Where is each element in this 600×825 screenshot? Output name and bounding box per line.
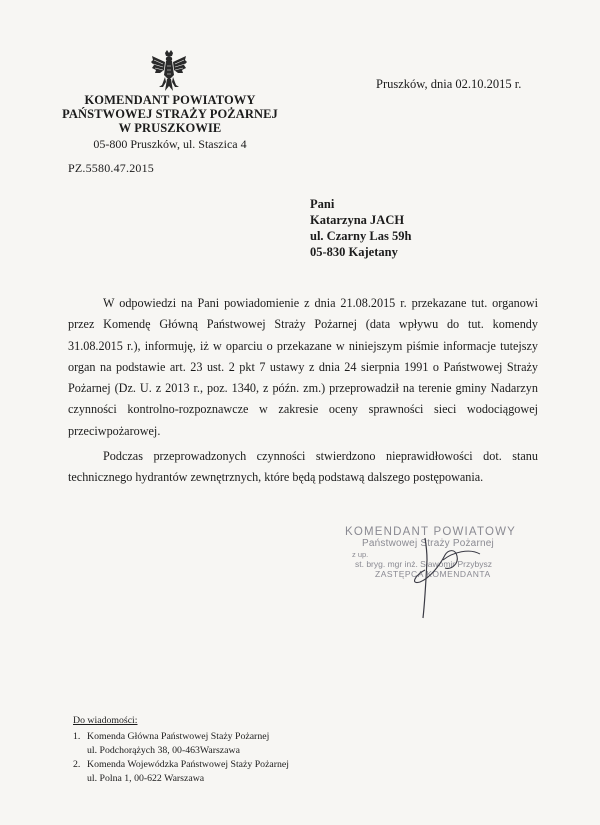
carbon-copy-list bbox=[73, 714, 289, 786]
reference-number: PZ.5580.47.2015 bbox=[68, 161, 155, 175]
recipient-salutation: Pani bbox=[310, 197, 335, 211]
body-paragraph: Podczas przeprowadzonych czynności stwierdzono nieprawidłowości dot. stanu technicznego hydrantów zewnętrznych, które będą podstawą dalszego postępowania. bbox=[68, 449, 538, 485]
issuer-address: 05-800 Pruszków, ul. Staszica 4 bbox=[93, 137, 247, 151]
cc-item-name: Komenda Wojewódzka Państwowej Staży Pożarnej bbox=[87, 759, 289, 770]
stamp-title: KOMENDANT POWIATOWY bbox=[345, 526, 517, 538]
issuer-name-line-1: KOMENDANT POWIATOWY bbox=[84, 93, 256, 107]
issuer-block bbox=[60, 93, 280, 152]
stamp-signatory-role: ZASTĘPCA KOMENDANTA bbox=[375, 569, 491, 579]
list-item bbox=[73, 730, 289, 758]
cc-item-address: ul. Polna 1, 00-622 Warszawa bbox=[87, 773, 205, 784]
stamp-subtitle: Państwowej Straży Pożarnej bbox=[362, 538, 494, 549]
issuer-name-line-3: W PRUSZKOWIE bbox=[118, 121, 222, 135]
stamp-on-behalf: z up. bbox=[352, 550, 369, 559]
polish-eagle-emblem-icon bbox=[150, 50, 188, 92]
body-paragraph: W odpowiedzi na Pani powiadomienie z dnia 21.08.2015 r. przekazane tut. organowi przez Komendę Główną Państwowej Straży Pożarnej (data wpływu do tut. komendy 31.08.2015 r.), informuję, iż w oparciu o przekazane w niniejszym piśmie informacje tutejszy organ na podstawie art. 23 ust. 2 pkt 7 ustawy z dnia 24 sierpnia 1991 o Państwowej Straży Pożarnej (Dz. U. z 2013 r., poz. 1340, z późn. zm.) przeprowadził na terenie gminy Nadarzyn czynności kontrolno-rozpoznawcze w zakresie oceny sprawności sieci wodociągowej przeciwpożarowej. bbox=[68, 296, 538, 438]
recipient-block bbox=[310, 196, 411, 260]
handwritten-signature-icon bbox=[385, 530, 505, 620]
issuer-name-line-2: PAŃSTWOWEJ STRAŻY POŻARNEJ bbox=[62, 107, 278, 121]
letter-body bbox=[68, 293, 538, 489]
list-item bbox=[73, 758, 289, 786]
cc-item-number: 2. bbox=[73, 759, 81, 770]
cc-item-number: 1. bbox=[73, 731, 81, 742]
recipient-street: ul. Czarny Las 59h bbox=[310, 229, 412, 243]
cc-heading: Do wiadomości: bbox=[73, 715, 138, 726]
place-and-date: Pruszków, dnia 02.10.2015 r. bbox=[376, 77, 522, 91]
stamp-signatory-name: st. bryg. mgr inż. Sławomir Przybysz bbox=[355, 559, 492, 569]
recipient-city: 05-830 Kajetany bbox=[310, 245, 398, 259]
recipient-name: Katarzyna JACH bbox=[310, 213, 405, 227]
cc-item-address: ul. Podchorążych 38, 00-463Warszawa bbox=[87, 745, 240, 756]
cc-item-name: Komenda Główna Państwowej Staży Pożarnej bbox=[87, 731, 270, 742]
